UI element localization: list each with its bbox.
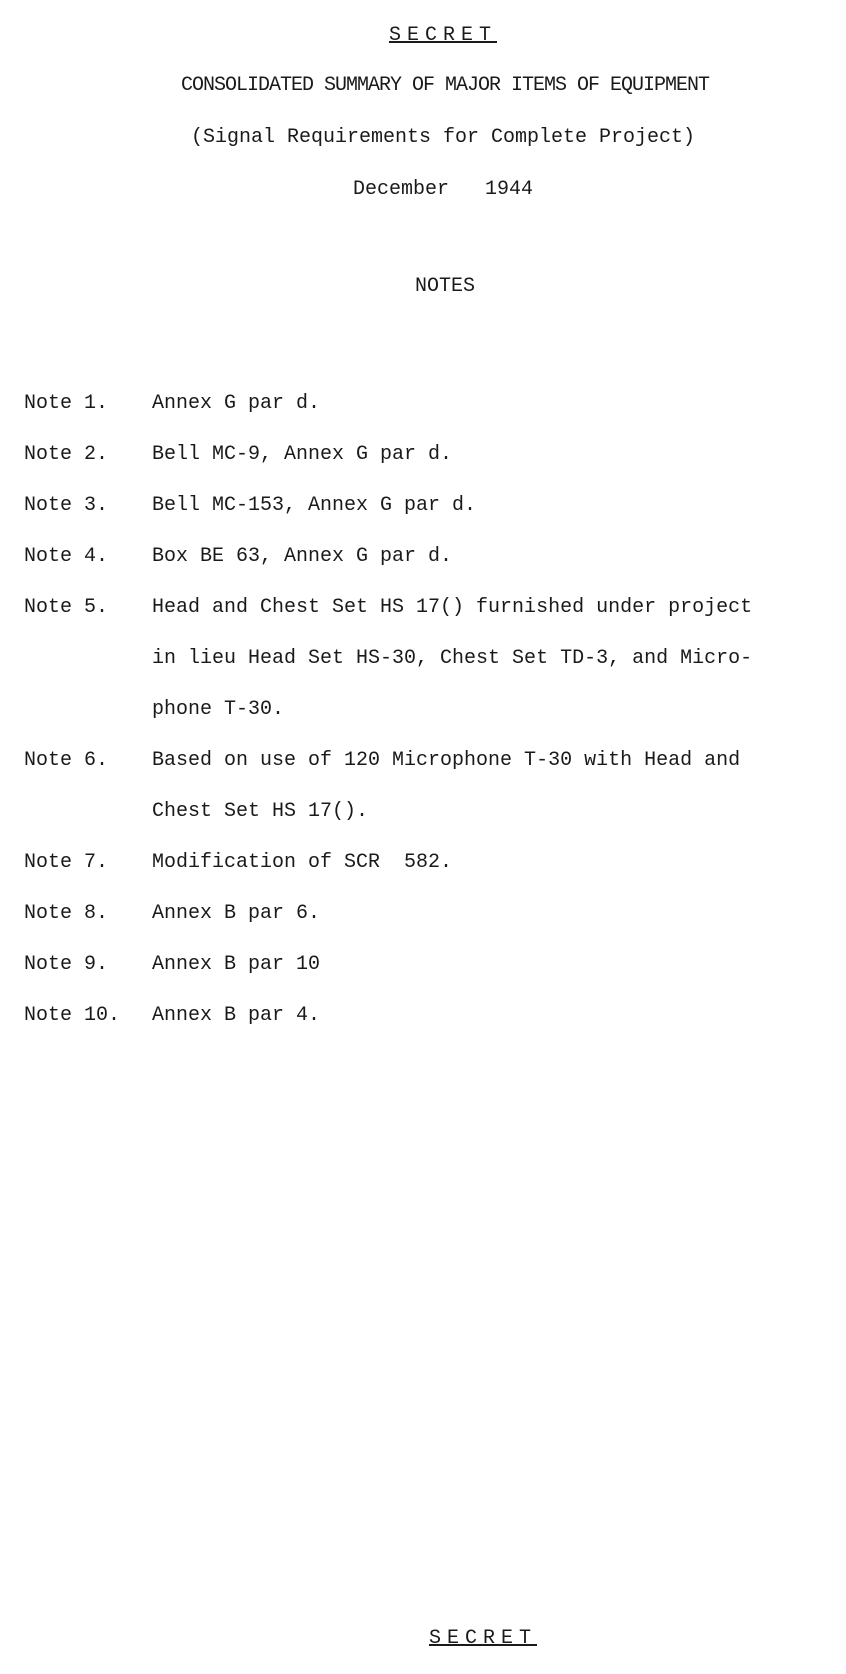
notes-list	[24, 378, 784, 1041]
note-item	[24, 939, 784, 990]
note-item	[24, 837, 784, 888]
note-text: Annex G par d.	[152, 392, 321, 415]
note-label: Note 10.	[24, 1004, 121, 1027]
note-item	[24, 888, 784, 939]
note-label: Note 8.	[24, 902, 109, 925]
note-item	[24, 480, 784, 531]
note-text: Modification of SCR 582.	[152, 851, 453, 874]
classification-bottom: SECRET	[428, 1627, 537, 1650]
note-text: Annex B par 4.	[152, 1004, 321, 1027]
note-text: Bell MC-153, Annex G par d.	[152, 494, 477, 517]
note-item	[24, 429, 784, 480]
note-text: Based on use of 120 Microphone T-30 with Head and Chest Set HS 17().	[152, 749, 753, 823]
note-label: Note 7.	[24, 851, 109, 874]
note-item	[24, 990, 784, 1041]
note-label: Note 3.	[24, 494, 109, 517]
note-label: Note 9.	[24, 953, 109, 976]
document-title: CONSOLIDATED SUMMARY OF MAJOR ITEMS OF EQUIPMENT	[180, 74, 710, 97]
notes-heading: NOTES	[414, 275, 475, 298]
classification-top: SECRET	[388, 24, 497, 47]
note-text: Annex B par 6.	[152, 902, 321, 925]
note-label: Note 2.	[24, 443, 109, 466]
note-label: Note 6.	[24, 749, 109, 772]
note-label: Note 5.	[24, 596, 109, 619]
note-text: Head and Chest Set HS 17() furnished under project in lieu Head Set HS-30, Chest Set TD-3, and Micro-phone T-30.	[152, 596, 765, 721]
note-item	[24, 735, 784, 837]
note-item	[24, 531, 784, 582]
note-item	[24, 582, 784, 735]
note-text: Annex B par 10	[152, 953, 321, 976]
document-subtitle: (Signal Requirements for Complete Project)	[190, 126, 696, 149]
note-label: Note 4.	[24, 545, 109, 568]
note-item	[24, 378, 784, 429]
note-text: Bell MC-9, Annex G par d.	[152, 443, 453, 466]
note-label: Note 1.	[24, 392, 109, 415]
note-text: Box BE 63, Annex G par d.	[152, 545, 453, 568]
document-date: December 1944	[352, 178, 534, 201]
